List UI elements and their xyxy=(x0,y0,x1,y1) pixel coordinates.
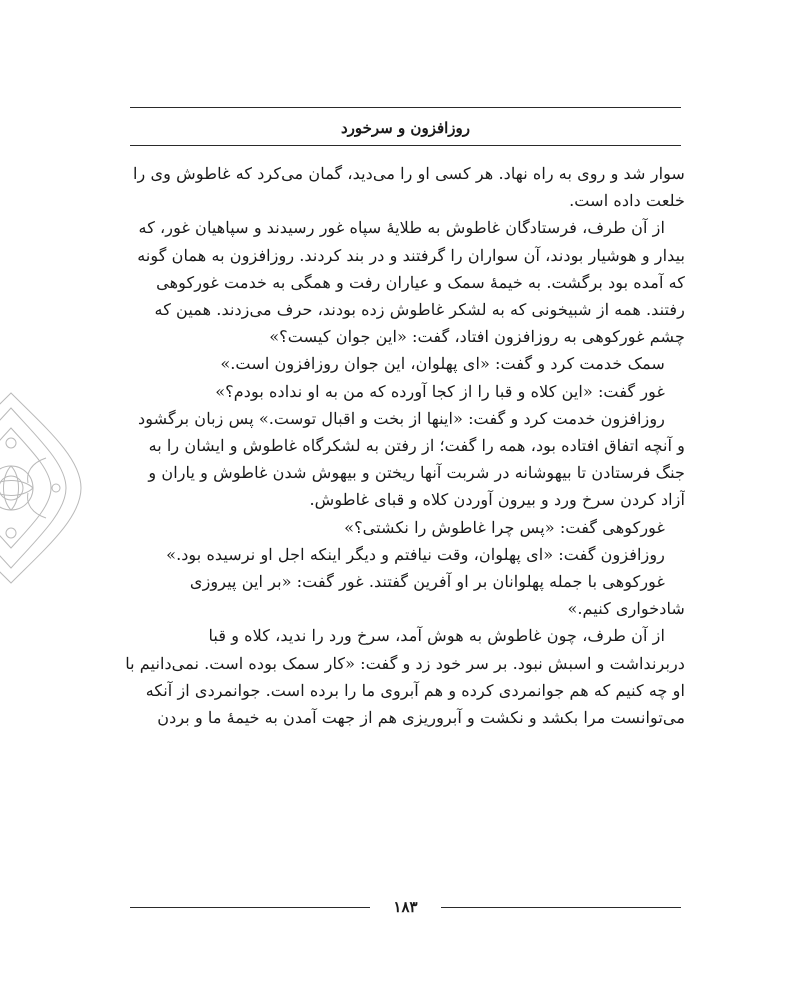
text-line: روزافزون گفت: «ای پهلوان، وقت نیافتم و دیگر اینکه اجل او نرسیده بود.» xyxy=(166,544,665,564)
arabesque-ornament-icon xyxy=(0,388,86,588)
text-line: چشم غورکوهی به روزافزون افتاد، گفت: «این جوان کیست؟» xyxy=(269,327,685,347)
text-line: و آنچه اتفاق افتاده بود، همه را گفت؛ از رفتن به لشکرگاه غاطوش و ایشان را به xyxy=(148,436,685,456)
text-line: رفتند. همه از شبیخونی که به لشکر غاطوش زده بودند، حرف می‌زدند. همین که xyxy=(154,300,685,320)
body-text xyxy=(118,160,685,731)
text-line: روزافزون خدمت کرد و گفت: «اینها از بخت و اقبال توست.» پس زبان برگشود xyxy=(138,408,665,428)
text-line: او چه کنیم که هم جوانمردی کرده و هم آبروی ما را برده است. جوانمردی از آنکه xyxy=(145,680,685,700)
footer-rule-right xyxy=(441,907,681,908)
footer-rule-left xyxy=(130,907,370,908)
text-line: دربرنداشت و اسبش نبود. بر سر خود زد و گفت: «کار سمک بوده است. نمی‌دانیم با xyxy=(125,653,685,673)
text-line: غورکوهی گفت: «پس چرا غاطوش را نکشتی؟» xyxy=(344,517,665,537)
page-number: ۱۸۳ xyxy=(393,898,418,916)
text-line: که آمده بود برگشت. به خیمهٔ سمک و عیاران رفت و همگی به خدمت غورکوهی xyxy=(156,272,685,292)
text-line: از آن طرف، فرستادگان غاطوش به طلایهٔ سپاه غور رسیدند و سپاهیان غور، که xyxy=(138,218,665,238)
text-line: غورکوهی با جمله پهلوانان بر او آفرین گفتند. غور گفت: «بر این پیروزی xyxy=(189,572,665,592)
page-footer xyxy=(130,895,681,919)
text-line: سوار شد و روی به راه نهاد. هر کسی او را می‌دید، گمان می‌کرد که غاطوش وی را xyxy=(133,164,685,183)
running-title: روزافزون و سرخورد xyxy=(340,119,471,137)
text-line: از آن طرف، چون غاطوش به هوش آمد، سرخ ورد را ندید، کلاه و قبا xyxy=(208,626,665,646)
text-line: بیدار و هوشیار بودند، آن سواران را گرفتند و در بند کردند. روزافزون به همان گونه xyxy=(137,245,685,265)
text-line: جنگ فرستادن تا بیهوشانه در شربت آنها ریختن و بیهوش شدن غاطوش و یاران و xyxy=(148,463,685,483)
text-line: غور گفت: «این کلاه و قبا را از کجا آورده که من به او نداده بودم؟» xyxy=(215,381,665,401)
text-line: می‌توانست مرا بکشد و نکشت و آبروریزی هم از جهت آمدن به خیمهٔ ما و بردن xyxy=(157,708,685,728)
text-line: خلعت داده است. xyxy=(569,191,685,211)
text-line: شادخواری کنیم.» xyxy=(567,599,685,619)
header-rule-bottom xyxy=(130,145,681,146)
text-line: آزاد کردن سرخ ورد و بیرون آوردن کلاه و قبای غاطوش. xyxy=(309,490,685,510)
text-line: سمک خدمت کرد و گفت: «ای پهلوان، این جوان روزافزون است.» xyxy=(220,354,665,374)
header-rule-top xyxy=(130,107,681,108)
